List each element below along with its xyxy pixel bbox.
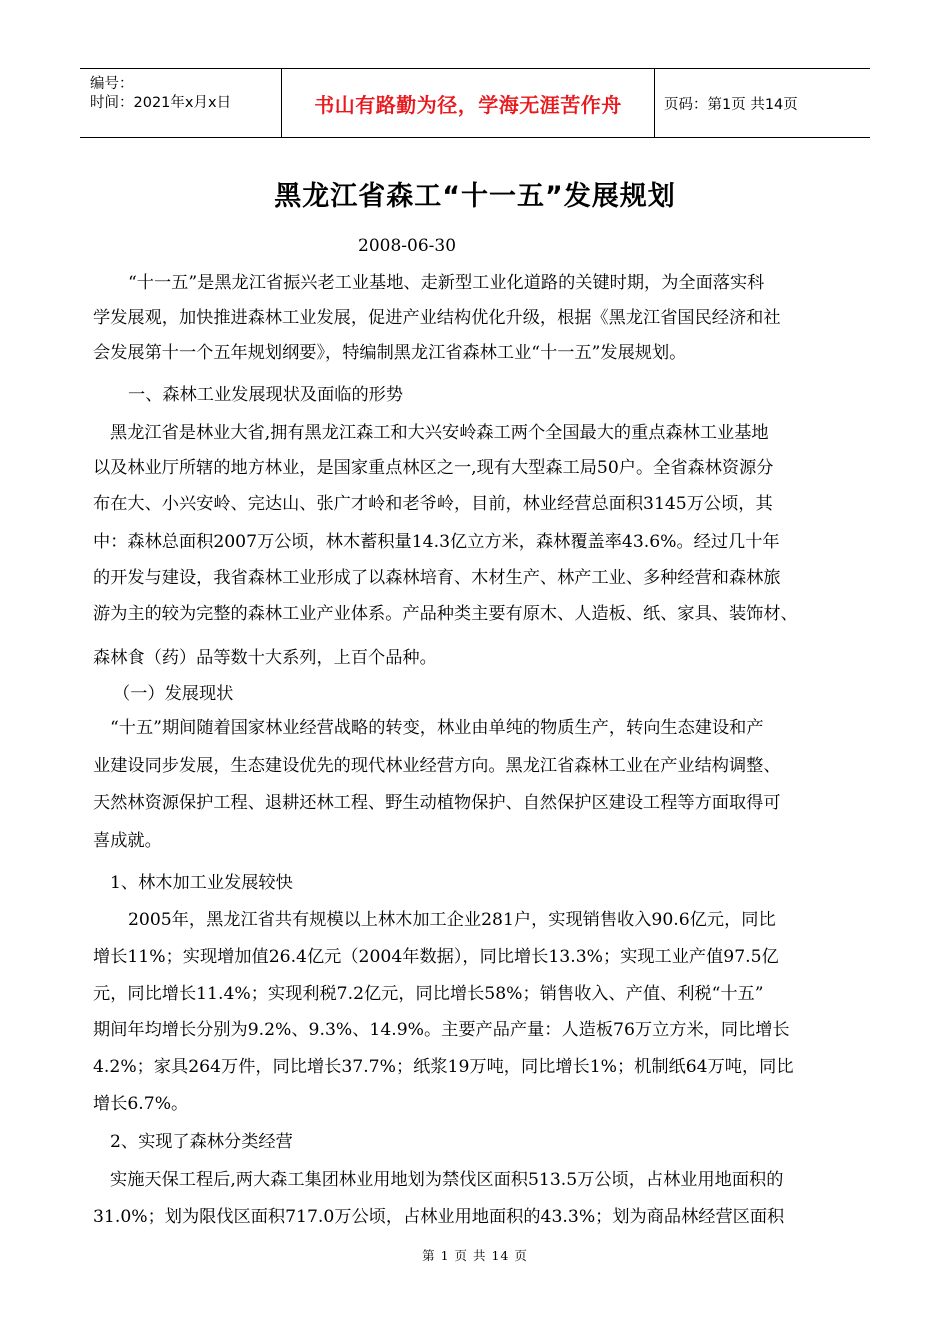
body-line: 会发展第十一个五年规划纲要》，特编制黑龙江省森林工业“十一五”发展规划。: [93, 343, 687, 363]
body-line: 31.0%；划为限伐区面积717.0万公顷，占林业用地面积的43.3%；划为商品林经营区面积: [93, 1207, 785, 1227]
body-line: 4.2%；家具264万件，同比增长37.7%；纸浆19万吨，同比增长1%；机制纸64万吨，同比: [93, 1057, 794, 1077]
item-heading: 1、林木加工业发展较快: [110, 873, 293, 893]
body-line: 以及林业厅所辖的地方林业，是国家重点林区之一,现有大型森工局50户。全省森林资源分: [93, 458, 774, 478]
header-motto-cell: [281, 69, 655, 137]
body-line: 2005年，黑龙江省共有规模以上林木加工企业281户，实现销售收入90.6亿元，同比: [128, 910, 776, 930]
body-line: “十五”期间随着国家林业经营战略的转变，林业由单纯的物质生产，转向生态建设和产: [110, 718, 764, 738]
body-line: 增长11%；实现增加值26.4亿元（2004年数据），同比增长13.3%；实现工业产值97.5亿: [93, 947, 779, 967]
item-heading: 2、实现了森林分类经营: [110, 1132, 293, 1152]
body-line: 元，同比增长11.4%；实现利税7.2亿元，同比增长58%；销售收入、产值、利税“十五”: [93, 984, 764, 1004]
document-title: 黑龙江省森工“十一五”发展规划: [274, 181, 676, 212]
motto-text: 书山有路勤为径，学海无涯苦作舟: [314, 92, 622, 117]
body-line: “十一五”是黑龙江省振兴老工业基地、走新型工业化道路的关键时期，为全面落实科: [128, 273, 765, 293]
document-date: 2008-06-30: [358, 236, 457, 256]
body-line: 增长6.7%。: [93, 1094, 189, 1114]
body-line: 中：森林总面积2007万公顷，林木蓄积量14.3亿立方米，森林覆盖率43.6%。经过几十年: [93, 532, 780, 552]
body-line: 学发展观，加快推进森林工业发展，促进产业结构优化升级，根据《黑龙江省国民经济和社: [93, 308, 781, 328]
body-line: 期间年均增长分别为9.2%、9.3%、14.9%。主要产品产量：人造板76万立方米，同比增长: [93, 1020, 790, 1040]
document-header: [80, 68, 870, 138]
body-line: 的开发与建设，我省森林工业形成了以森林培育、木材生产、林产工业、多种经营和森林旅: [93, 568, 781, 588]
body-line: 业建设同步发展，生态建设优先的现代林业经营方向。黑龙江省森林工业在产业结构调整、: [93, 756, 781, 776]
header-meta: [80, 69, 280, 137]
section-heading: 一、森林工业发展现状及面临的形势: [128, 385, 404, 405]
body-line: 黑龙江省是林业大省,拥有黑龙江森工和大兴安岭森工两个全国最大的重点森林工业基地: [110, 423, 769, 443]
time-label: 时间：2021年x月x日: [90, 95, 232, 111]
page-counter: 页码：第1页 共14页: [664, 96, 798, 113]
body-line: 游为主的较为完整的森林工业产业体系。产品种类主要有原木、人造板、纸、家具、装饰材、: [93, 604, 798, 624]
body-line: 喜成就。: [93, 831, 162, 851]
body-line: 实施天保工程后,两大森工集团林业用地划为禁伐区面积513.5万公顷，占林业用地面积的: [110, 1170, 784, 1190]
number-label: 编号：: [90, 76, 134, 92]
body-line: 天然林资源保护工程、退耕还林工程、野生动植物保护、自然保护区建设工程等方面取得可: [93, 793, 781, 813]
body-line: 布在大、小兴安岭、完达山、张广才岭和老爷岭，目前，林业经营总面积3145万公顷，其: [93, 494, 773, 514]
body-line: 森林食（药）品等数十大系列，上百个品种。: [93, 648, 437, 668]
page-footer: 第 1 页 共 14 页: [422, 1248, 528, 1263]
subsection-heading: （一）发展现状: [113, 684, 234, 704]
